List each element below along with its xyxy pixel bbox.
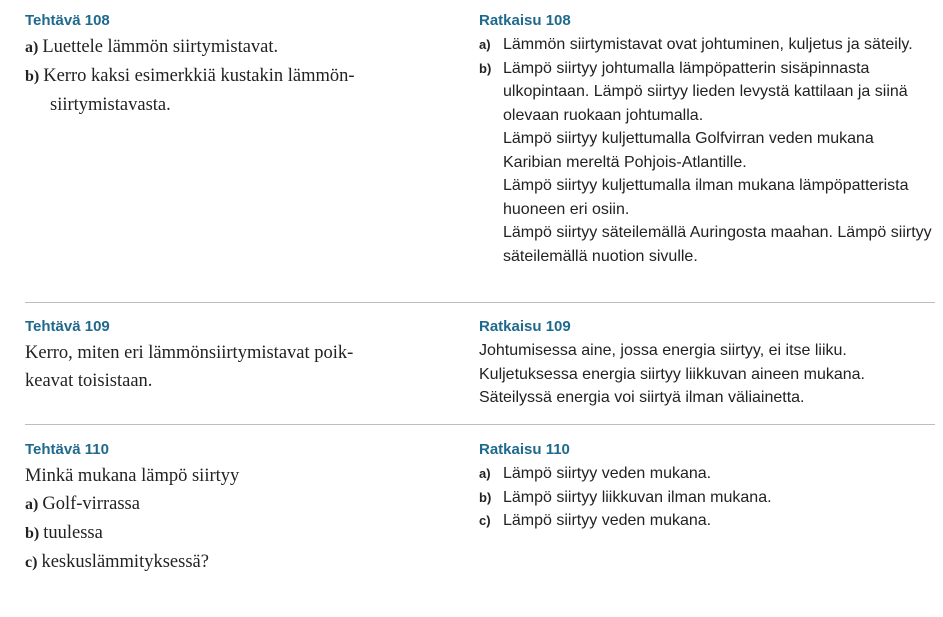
item-text: Lämpö siirtyy liikkuvan ilman mukana. (503, 488, 772, 506)
solution-110-item-b (479, 486, 934, 510)
item-label: b) (25, 525, 40, 542)
item-label: a) (479, 37, 491, 52)
item-text: Lämmön siirtymistavat ovat johtuminen, kuljetus ja säteily. (503, 36, 913, 53)
exercise-109-text-line: keavat toisistaan. (25, 371, 153, 391)
item-label: c) (25, 554, 38, 571)
item-text: tuulessa (43, 523, 103, 543)
item-label: a) (479, 466, 491, 481)
exercise-109-heading: Tehtävä 109 (25, 318, 110, 335)
solution-109 (479, 318, 934, 410)
item-label: b) (479, 489, 492, 505)
item-label: a) (25, 39, 39, 56)
solution-108-paragraph: Lämpö siirtyy kuljettumalla ilman mukana lämpöpatterista huoneen eri osiin. (503, 177, 909, 218)
solution-108-item-a (479, 33, 934, 57)
solution-109-heading: Ratkaisu 109 (479, 318, 571, 335)
solution-110 (479, 441, 934, 533)
item-label: b) (25, 68, 40, 85)
exercise-110-heading: Tehtävä 110 (25, 441, 109, 458)
item-text: Kerro kaksi esimerkkiä kustakin lämmön- (43, 66, 355, 86)
solution-110-heading: Ratkaisu 110 (479, 441, 570, 458)
section-divider (25, 424, 935, 425)
solution-108-paragraph: Lämpö siirtyy säteilemällä Auringosta maahan. Lämpö siirtyy säteilemällä nuotion sivulle. (503, 224, 932, 265)
item-text: Luettele lämmön siirtymistavat. (42, 37, 279, 57)
solution-109-line: Kuljetuksessa energia siirtyy liikkuvan aineen mukana. (479, 365, 865, 383)
solution-108 (479, 12, 934, 268)
item-label: a) (25, 496, 39, 513)
exercise-110-question (25, 441, 465, 577)
solution-109-line: Johtumisessa aine, jossa energia siirtyy, ei itse liiku. (479, 342, 847, 359)
exercise-108-heading: Tehtävä 108 (25, 12, 110, 29)
exercise-110-item-b (25, 519, 465, 548)
solution-108-heading: Ratkaisu 108 (479, 12, 571, 29)
exercise-109-text-line: Kerro, miten eri lämmönsiirtymistavat poik- (25, 343, 354, 363)
exercise-108-question (25, 12, 465, 119)
solution-110-item-a (479, 462, 934, 486)
exercise-109-question (25, 318, 465, 395)
solution-108-paragraph: Lämpö siirtyy kuljettumalla Golfvirran veden mukana Karibian mereltä Pohjois-Atlantille. (503, 130, 874, 171)
item-text: Golf-virrassa (42, 494, 140, 514)
section-divider (25, 302, 935, 303)
item-text: Lämpö siirtyy veden mukana. (503, 512, 712, 529)
item-text: keskuslämmityksessä? (41, 552, 209, 572)
solution-108-item-b (479, 57, 934, 269)
exercise-110-intro: Minkä mukana lämpö siirtyy (25, 466, 240, 486)
exercise-108-item-b (25, 62, 465, 91)
exercise-110-item-a (25, 490, 465, 519)
exercise-110-item-c (25, 548, 465, 577)
solution-108-paragraph: Lämpö siirtyy johtumalla lämpöpatterin sisäpinnasta ulkopintaan. Lämpö siirtyy lieden levystä kattilaan ja siinä olevaan ruokaan johtumalla. (503, 59, 908, 124)
exercise-108-item-b-cont: siirtymistavasta. (50, 95, 171, 115)
item-label: b) (479, 60, 492, 76)
item-label: c) (479, 513, 491, 528)
solution-110-item-c (479, 509, 934, 533)
solution-109-line: Säteilyssä energia voi siirtyä ilman väliainetta. (479, 389, 805, 406)
exercise-108-item-a (25, 33, 465, 62)
item-text: Lämpö siirtyy veden mukana. (503, 465, 712, 482)
